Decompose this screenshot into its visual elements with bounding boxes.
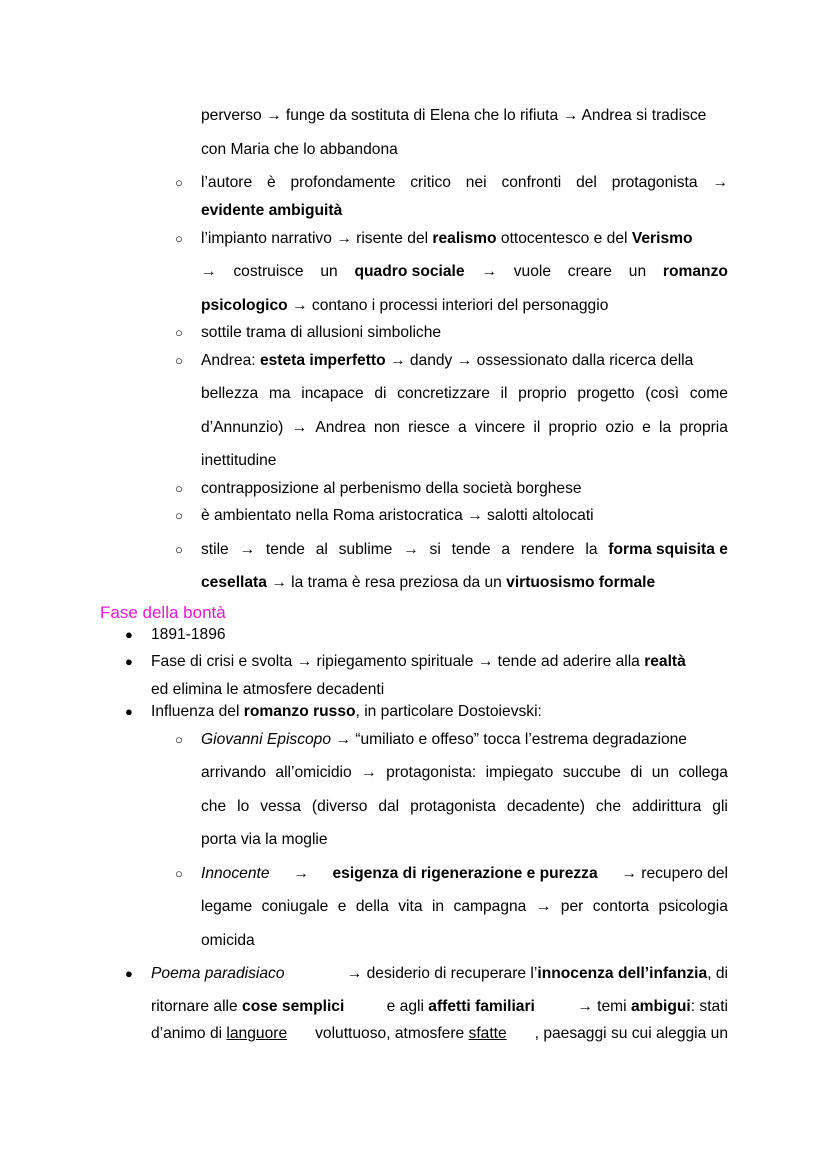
word: il xyxy=(500,385,508,402)
word: bellezza xyxy=(201,385,259,402)
text-line: psicologico → contano i processi interiori del personaggio xyxy=(201,297,609,314)
word: → xyxy=(712,174,728,191)
word: coniugale xyxy=(261,898,329,915)
word: ozio xyxy=(605,419,634,436)
text-line: cesellata → la trama è resa preziosa da un virtuosismo formale xyxy=(201,574,656,591)
word: la xyxy=(585,541,598,558)
word: → xyxy=(239,541,256,558)
text-line: Poema paradisiaco → desiderio di recuperare l’innocenza dell’infanzia, di xyxy=(151,965,728,982)
word: romanzo xyxy=(662,263,728,280)
solid-bullet: ● xyxy=(125,627,133,642)
text-line: perverso → funge da sostituta di Elena che lo rifiuta → Andrea si tradisce xyxy=(201,107,707,124)
text-line: Influenza del romanzo russo, in particolare Dostoievski: xyxy=(151,703,542,720)
word: Andrea xyxy=(315,419,366,436)
text-line: contrapposizione al perbenismo della società borghese xyxy=(201,480,582,497)
hollow-bullet: ○ xyxy=(175,508,183,523)
word: confronti xyxy=(501,174,562,191)
word: addirittura xyxy=(631,798,702,815)
solid-bullet: ● xyxy=(125,704,133,719)
text-line: evidente ambiguità xyxy=(201,202,343,219)
word: un xyxy=(320,263,338,280)
word: un xyxy=(628,263,647,280)
word: il xyxy=(533,419,541,436)
word: vessa xyxy=(260,798,301,815)
word: dal xyxy=(378,798,400,815)
word: → xyxy=(535,898,552,915)
text-line: ritornare alle cose semplici e agli affetti familiari → temi ambigui: stati xyxy=(151,998,728,1015)
solid-bullet: ● xyxy=(125,966,133,981)
word: al xyxy=(315,541,328,558)
text-line xyxy=(201,262,728,282)
word: impiegato xyxy=(485,764,554,781)
word: della xyxy=(355,898,389,915)
text-line: Giovanni Episcopo → “umiliato e offeso” tocca l’estrema degradazione xyxy=(201,731,687,748)
text-line xyxy=(201,797,728,817)
text-line: porta via la moglie xyxy=(201,831,328,848)
word: decadente) xyxy=(506,798,585,815)
word: (diverso xyxy=(311,798,368,815)
word: di xyxy=(374,385,387,402)
hollow-bullet: ○ xyxy=(175,231,183,246)
word: protagonista xyxy=(611,174,698,191)
word: si xyxy=(429,541,441,558)
word: proprio xyxy=(518,385,567,402)
word: vincere xyxy=(474,419,526,436)
word: non xyxy=(373,419,400,436)
hollow-bullet: ○ xyxy=(175,325,183,340)
text-line: ed elimina le atmosfere decadenti xyxy=(151,681,385,698)
word: in xyxy=(431,898,445,915)
solid-bullet: ● xyxy=(125,654,133,669)
word: concretizzare xyxy=(397,385,490,402)
word: propria xyxy=(679,419,728,436)
word: del xyxy=(576,174,597,191)
word: profondamente xyxy=(290,174,396,191)
word: contorta xyxy=(592,898,650,915)
text-line xyxy=(201,897,728,917)
text-line: inettitudine xyxy=(201,452,277,469)
word: forma squisita e xyxy=(608,541,728,558)
word: e xyxy=(642,419,651,436)
word: e xyxy=(337,898,347,915)
text-line xyxy=(201,173,728,193)
word: proprio xyxy=(548,419,598,436)
word: la xyxy=(659,419,672,436)
word: → xyxy=(201,263,217,280)
word: vita xyxy=(398,898,423,915)
word: progetto xyxy=(577,385,635,402)
word: a xyxy=(457,419,467,436)
word: collega xyxy=(678,764,728,781)
text-line: è ambientato nella Roma aristocratica → salotti altolocati xyxy=(201,507,594,524)
word: sublime xyxy=(338,541,393,558)
word: stile xyxy=(201,541,229,558)
text-line xyxy=(201,418,728,438)
word: lo xyxy=(237,798,250,815)
hollow-bullet: ○ xyxy=(175,866,183,881)
word: arrivando xyxy=(201,764,267,781)
text-line: 1891-1896 xyxy=(151,626,226,643)
word: quadro sociale xyxy=(354,263,465,280)
word: rendere xyxy=(520,541,575,558)
text-line: l’impianto narrativo → risente del realismo ottocentesco e del Verismo xyxy=(201,230,693,247)
word: psicologia xyxy=(658,898,728,915)
hollow-bullet: ○ xyxy=(175,481,183,496)
word: d’Annunzio) xyxy=(201,419,284,436)
word: protagonista xyxy=(410,798,496,815)
word: → xyxy=(361,764,377,781)
word: creare xyxy=(567,263,612,280)
hollow-bullet: ○ xyxy=(175,175,183,190)
word: vuole xyxy=(513,263,551,280)
word: riesce xyxy=(408,419,450,436)
text-line: con Maria che lo abbandona xyxy=(201,141,398,158)
word: (così xyxy=(645,385,680,402)
word: per xyxy=(560,898,584,915)
hollow-bullet: ○ xyxy=(175,542,183,557)
text-line: sottile trama di allusioni simboliche xyxy=(201,324,442,341)
word: gli xyxy=(712,798,728,815)
word: critico xyxy=(410,174,451,191)
hollow-bullet: ○ xyxy=(175,732,183,747)
word: campagna xyxy=(453,898,527,915)
word: → xyxy=(291,419,308,436)
word: costruisce xyxy=(233,263,304,280)
word: succube xyxy=(562,764,621,781)
word: di xyxy=(630,764,643,781)
arrow: → xyxy=(293,865,309,882)
text-line: omicida xyxy=(201,932,255,949)
word: che xyxy=(201,798,227,815)
word: legame xyxy=(201,898,253,915)
word: come xyxy=(689,385,728,402)
text-line: Andrea: esteta imperfetto → dandy → ossessionato dalla ricerca della xyxy=(201,352,694,369)
word: tende xyxy=(265,541,305,558)
word: un xyxy=(651,764,670,781)
text-line xyxy=(201,384,728,404)
word: → xyxy=(403,541,419,558)
text-line: Fase di crisi e svolta → ripiegamento spirituale → tende ad aderire alla realtà xyxy=(151,653,686,670)
hollow-bullet: ○ xyxy=(175,353,183,368)
text-line: d’animo di languore voluttuoso, atmosfere sfatte , paesaggi su cui aleggia un xyxy=(151,1025,728,1042)
word: nei xyxy=(465,174,487,191)
section-heading: Fase della bontà xyxy=(100,603,226,622)
word: è xyxy=(266,174,276,191)
word: → xyxy=(481,263,497,280)
word: protagonista: xyxy=(386,764,477,781)
word: incapace xyxy=(301,385,364,402)
text-line xyxy=(201,763,728,783)
text-line: Innocente → esigenza di rigenerazione e purezza → recupero del xyxy=(201,865,728,882)
word: all’omicidio xyxy=(275,764,352,781)
text-line xyxy=(201,540,728,560)
word: tende xyxy=(451,541,491,558)
word: a xyxy=(501,541,511,558)
word: che xyxy=(595,798,622,815)
word: ma xyxy=(268,385,291,402)
word: l’autore xyxy=(201,174,253,191)
